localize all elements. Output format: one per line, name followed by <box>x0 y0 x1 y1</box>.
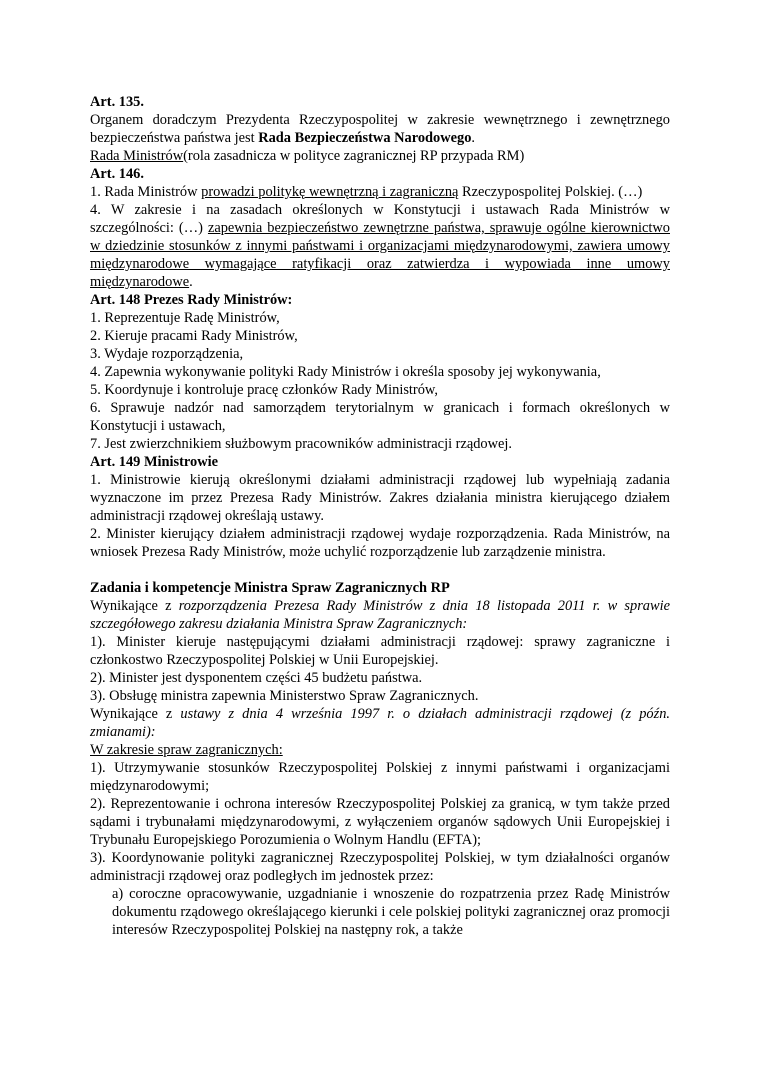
rada-ministrow-note: (rola zasadnicza w polityce zagranicznej RP przypada RM) <box>183 148 525 164</box>
art149-p1: 1. Ministrowie kierują określonymi działami administracji rządowej lub wypełniają zadania wyznaczone im przez Prezesa Rady Ministrów. Zakres działania ministra kierującego działem administracji rządowej określają ustawy. <box>90 472 670 524</box>
art146-p4-post: . <box>189 274 193 290</box>
art148-item: 2. Kieruje pracami Rady Ministrów, <box>90 328 298 344</box>
rada-ministrow-line <box>90 147 670 165</box>
art135-text-post: . <box>471 130 475 146</box>
art148-item: 7. Jest zwierzchnikiem służbowym pracowników administracji rządowej. <box>90 436 513 452</box>
mspz-subheading: W zakresie spraw zagranicznych: <box>90 742 283 758</box>
art135-text-pre: Organem doradczym Prezydenta Rzeczypospolitej w zakresie wewnętrznego i zewnętrznego bezpieczeństwa państwa jest <box>90 112 670 146</box>
mspz-item: 3). Obsługę ministra zapewnia Ministerstwo Spraw Zagranicznych. <box>90 688 479 704</box>
mspz-intro-pre: Wynikające z <box>90 598 179 614</box>
art148-item: 3. Wydaje rozporządzenia, <box>90 346 244 362</box>
art146-heading: Art. 146. <box>90 166 144 182</box>
mspz-heading: Zadania i kompetencje Ministra Spraw Zagranicznych RP <box>90 580 450 596</box>
art148-heading: Art. 148 Prezes Rady Ministrów: <box>90 292 293 308</box>
art149-p2: 2. Minister kierujący działem administracji rządowej wydaje rozporządzenia. Rada Ministrów, na wniosek Prezesa Rady Ministrów, może uchylić rozporządzenie lub zarządzenie ministra. <box>90 526 670 560</box>
mspz-intro2-pre: Wynikające z <box>90 706 181 722</box>
art148-item: 5. Koordynuje i kontroluje pracę członków Rady Ministrów, <box>90 382 438 398</box>
mspz-intro <box>90 597 670 633</box>
art146-p4 <box>90 201 670 291</box>
document-page <box>90 93 670 939</box>
mspz-item: 1). Utrzymywanie stosunków Rzeczypospolitej Polskiej z innymi państwami i organizacjami międzynarodowymi; <box>90 760 670 794</box>
mspz-item: 3). Koordynowanie polityki zagranicznej Rzeczypospolitej Polskiej, w tym działalności organów administracji rządowej oraz podległych im jednostek przez: <box>90 850 670 884</box>
art135-text <box>90 111 670 147</box>
mspz-item: 2). Reprezentowanie i ochrona interesów Rzeczypospolitej Polskiej za granicą, w tym także przed sądami i trybunałami międzynarodowymi, z wyłączeniem organów sądowych Unii Europejskiej i Trybunału Europejskiego Porozumienia o Wolnym Handlu (EFTA); <box>90 796 670 848</box>
mspz-intro-italic: rozporządzenia Prezesa Rady Ministrów z dnia 18 listopada 2011 r. w sprawie szczegółowego zakresu działania Ministra Spraw Zagranicznych: <box>90 598 670 632</box>
art135-heading: Art. 135. <box>90 94 144 110</box>
art146-p1-pre: 1. Rada Ministrów <box>90 184 202 200</box>
art146-p4-pre: 4. W zakresie i na zasadach określonych w Konstytucji i ustawach Rada Ministrów w szczególności: (…) <box>90 202 670 236</box>
mspz-intro2-italic: ustawy z dnia 4 września 1997 r. o działach administracji rządowej (z późn. zmianami): <box>90 706 670 740</box>
mspz-intro2 <box>90 705 670 741</box>
art146-p4-underlined: zapewnia bezpieczeństwo zewnętrzne państwa, sprawuje ogólne kierownictwo w dziedzinie stosunków z innymi państwami i organizacjami międzynarodowymi, zawiera umowy międzynarodowe wymagające ratyfikacji oraz zatwierdza i wypowiada inne umowy międzynarodowe <box>90 220 670 290</box>
art148-item: 4. Zapewnia wykonywanie polityki Rady Ministrów i określa sposoby jej wykonywania, <box>90 364 601 380</box>
art135-text-bold: Rada Bezpieczeństwa Narodowego <box>258 130 472 146</box>
rada-ministrow-link[interactable]: Rada Ministrów <box>90 148 184 164</box>
art146-p1-post: Rzeczypospolitej Polskiej. (…) <box>458 184 643 200</box>
art149-heading: Art. 149 Ministrowie <box>90 454 219 470</box>
art148-item: 6. Sprawuje nadzór nad samorządem terytorialnym w granicach i formach określonych w Konstytucji i ustawach, <box>90 400 670 434</box>
mspz-item: 1). Minister kieruje następującymi działami administracji rządowej: sprawy zagraniczne i członkostwo Rzeczypospolitej Polskiej w Unii Europejskiej. <box>90 634 670 668</box>
mspz-subitem-a: a) coroczne opracowywanie, uzgadnianie i wnoszenie do rozpatrzenia przez Radę Ministrów dokumentu rządowego określającego kierunki i cele polskiej polityki zagranicznej oraz promocji interesów Rzeczypospolitej Polskiej na następny rok, a także <box>112 886 670 938</box>
mspz-item: 2). Minister jest dysponentem części 45 budżetu państwa. <box>90 670 423 686</box>
art146-p1 <box>90 183 670 201</box>
art146-p1-underlined: prowadzi politykę wewnętrzną i zagraniczną <box>201 184 459 200</box>
art148-item: 1. Reprezentuje Radę Ministrów, <box>90 310 280 326</box>
section-gap <box>90 561 670 579</box>
